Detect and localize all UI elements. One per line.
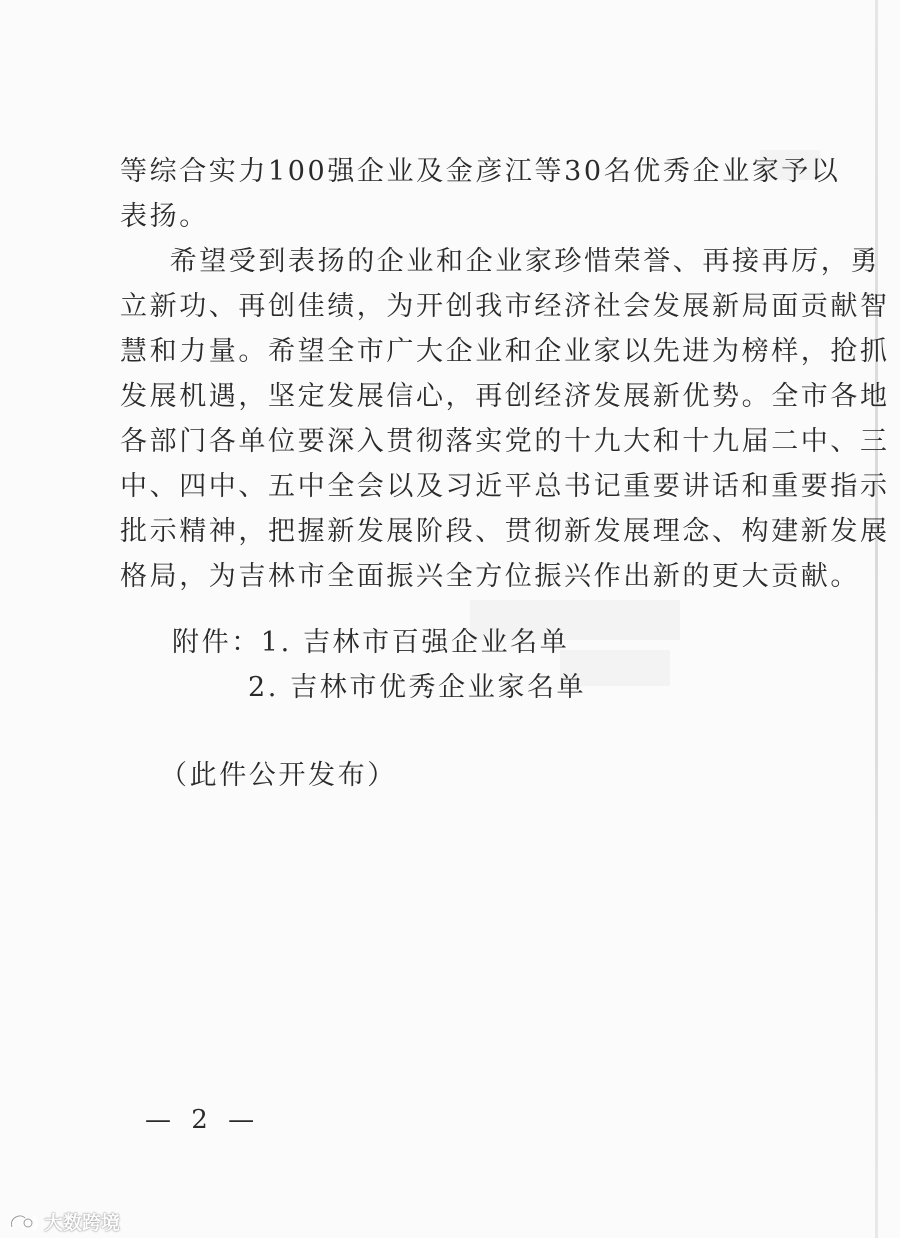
body-line-8: 中、四中、五中全会以及习近平总书记重要讲话和重要指示 (120, 471, 890, 502)
watermark-text: 大数跨境 (44, 1212, 121, 1234)
body-line-1: 等综合实力100强企业及金彦江等30名优秀企业家予以 (120, 156, 841, 187)
body-line-6: 发展机遇，坚定发展信心，再创经济发展新优势。全市各地 (120, 381, 890, 412)
attachment-item-2: 2. 吉林市优秀企业家名单 (248, 672, 587, 703)
body-line-3: 希望受到表扬的企业和企业家珍惜荣誉、再接再厉，勇 (140, 246, 880, 277)
body-line-7: 各部门各单位要深入贯彻落实党的十九大和十九届二中、三 (120, 426, 890, 457)
body-line-2: 表扬。 (120, 201, 209, 232)
publish-note: （此件公开发布） (160, 760, 397, 791)
watermark (8, 1208, 120, 1235)
body-line-10: 格局，为吉林市全面振兴全方位振兴作出新的更大贡献。 (120, 561, 860, 592)
body-line-5: 慧和力量。希望全市广大企业和企业家以先进为榜样，抢抓 (120, 336, 890, 367)
attachment-item-1: 附件：1. 吉林市百强企业名单 (172, 627, 570, 658)
page-edge (875, 0, 878, 1238)
body-line-4: 立新功、再创佳绩，为开创我市经济社会发展新局面贡献智 (120, 291, 890, 322)
brand-logo-icon (8, 1211, 40, 1233)
body-line-9: 批示精神，把握新发展阶段、贯彻新发展理念、构建新发展 (120, 516, 890, 547)
page-number: — 2 — (145, 1105, 261, 1135)
